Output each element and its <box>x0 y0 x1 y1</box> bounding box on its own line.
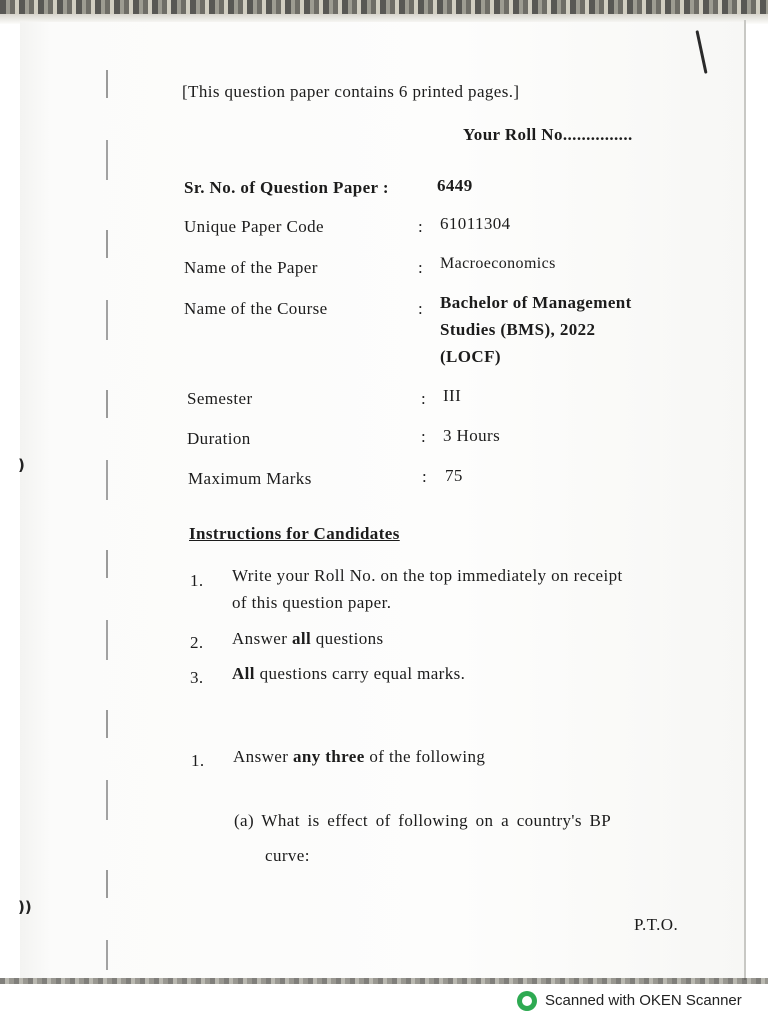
left-margin-line <box>106 70 108 970</box>
scanner-label: Scanned with OKEN Scanner <box>545 992 742 1009</box>
instruction-1-line-1: Write your Roll No. on the top immediately on receipt <box>232 566 623 585</box>
semester-value: III <box>443 386 462 405</box>
paper-name-value: Macroeconomics <box>440 255 556 272</box>
pages-note: [This question paper contains 6 printed pages.] <box>182 82 520 101</box>
max-marks-label: Maximum Marks <box>188 469 312 488</box>
pto-text: P.T.O. <box>634 915 679 934</box>
instruction-2-text: Answer all questions <box>232 629 384 648</box>
edge-mark-1: ) <box>18 456 25 474</box>
instruction-1-number: 1. <box>190 571 204 590</box>
max-marks-colon: : <box>422 467 428 486</box>
duration-value: 3 Hours <box>443 426 501 445</box>
paper-code-label: Unique Paper Code <box>184 217 324 236</box>
question-1a-line-1: (a) What is effect of following on a country's BP <box>234 811 612 830</box>
course-value-line-1: Bachelor of Management <box>440 293 632 312</box>
oken-scanner-logo-icon <box>517 991 537 1011</box>
paper-code-value: 61011304 <box>440 214 511 233</box>
instruction-3-number: 3. <box>190 668 204 687</box>
instructions-heading: Instructions for Candidates <box>189 524 400 543</box>
sr-no-label: Sr. No. of Question Paper : <box>184 178 389 197</box>
instruction-3-text: All questions carry equal marks. <box>232 664 466 683</box>
duration-label: Duration <box>187 429 251 448</box>
semester-label: Semester <box>187 389 253 408</box>
sr-no-value: 6449 <box>437 176 473 195</box>
question-paper-page <box>20 22 746 980</box>
course-value-line-3: (LOCF) <box>440 347 501 366</box>
paper-name-label: Name of the Paper <box>184 258 318 277</box>
edge-mark-2: )) <box>18 898 32 916</box>
paper-code-colon: : <box>418 217 424 236</box>
course-label: Name of the Course <box>184 299 328 318</box>
semester-colon: : <box>421 389 427 408</box>
question-1a-line-2: curve: <box>265 846 310 865</box>
instruction-2-number: 2. <box>190 633 204 652</box>
question-1-text: Answer any three of the following <box>233 747 486 766</box>
instruction-1-line-2: of this question paper. <box>232 593 392 612</box>
page-right-edge <box>744 20 746 980</box>
max-marks-value: 75 <box>445 466 463 485</box>
paper-name-colon: : <box>418 258 424 277</box>
roll-number-field: Your Roll No............... <box>463 125 633 144</box>
duration-colon: : <box>421 427 427 446</box>
course-colon: : <box>418 299 424 318</box>
course-value-line-2: Studies (BMS), 2022 <box>440 320 596 339</box>
question-1-number: 1. <box>191 751 205 770</box>
scan-top-border <box>0 0 768 14</box>
